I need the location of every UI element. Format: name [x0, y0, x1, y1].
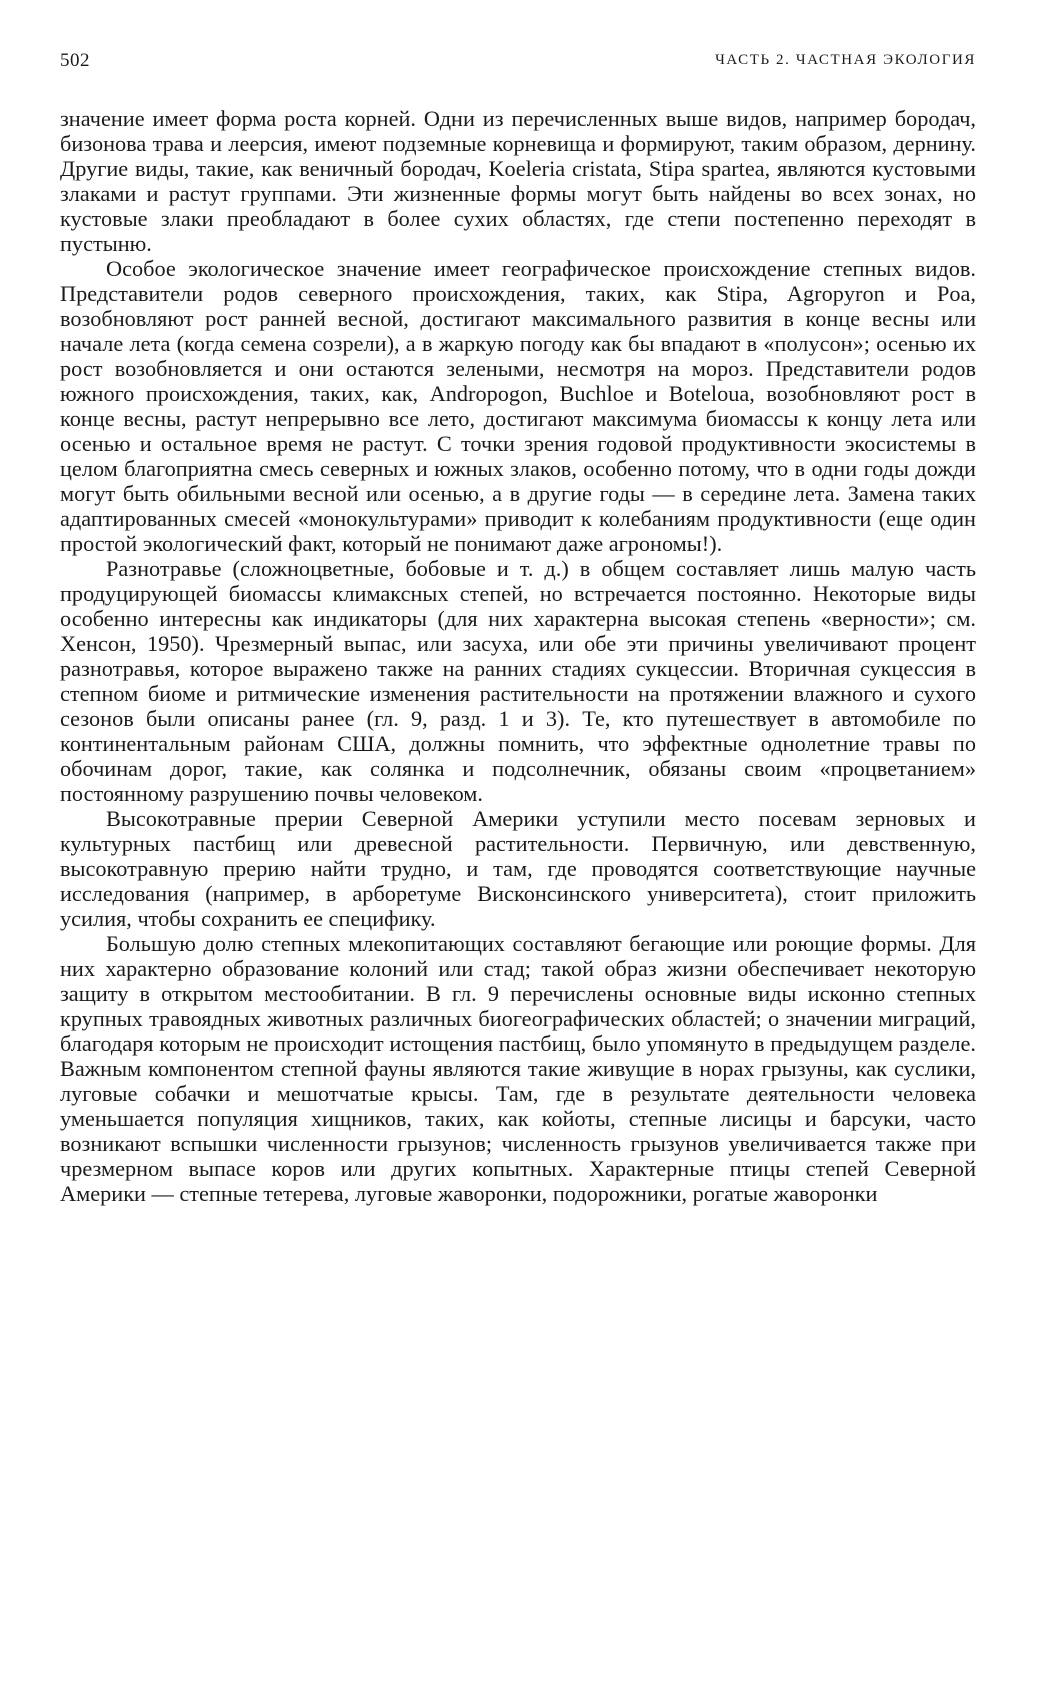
paragraph: значение имеет форма роста корней. Одни из перечисленных выше видов, например бородач, бизонова трава и леерсия, имеют подземные корневища и формируют, таким образом, дернину. Другие виды, такие, как веничный бородач, Koeleria cristata, Stipa spartea, являются кустовыми злаками и растут группами. Эти жизненные формы могут быть найдены во всех зонах, но кустовые злаки преобладают в более сухих областях, где степи постепенно переходят в пустыню. — [60, 106, 976, 256]
body-text — [60, 106, 976, 1206]
paragraph: Разнотравье (сложноцветные, бобовые и т. д.) в общем составляет лишь малую часть продуцирующей биомассы климаксных степей, но встречается постоянно. Некоторые виды особенно интересны как индикаторы (для них характерна высокая степень «верности»; см. Хенсон, 1950). Чрезмерный выпас, или засуха, или обе эти причины увеличивают процент разнотравья, которое выражено также на ранних стадиях сукцессии. Вторичная сукцессия в степном биоме и ритмические изменения растительности на протяжении влажного и сухого сезонов были описаны ранее (гл. 9, разд. 1 и 3). Те, кто путешествует в автомобиле по континентальным районам США, должны помнить, что эффектные однолетние травы по обочинам дорог, такие, как солянка и подсолнечник, обязаны своим «процветанием» постоянному разрушению почвы человеком. — [60, 556, 976, 806]
paragraph: Особое экологическое значение имеет географическое происхождение степных видов. Представители родов северного происхождения, таких, как Stipa, Agropyron и Poa, возобновляют рост ранней весной, достигают максимального развития в конце весны или начале лета (когда семена созрели), а в жаркую погоду как бы впадают в «полусон»; осенью их рост возобновляется и они остаются зелеными, несмотря на мороз. Представители родов южного происхождения, таких, как, Andropogon, Buchloe и Boteloua, возобновляют рост в конце весны, растут непрерывно все лето, достигают максимума биомассы к концу лета или осенью и остальное время не растут. С точки зрения годовой продуктивности экосистемы в целом благоприятна смесь северных и южных злаков, особенно потому, что в одни годы дожди могут быть обильными весной или осенью, а в другие годы — в середине лета. Замена таких адаптированных смесей «монокультурами» приводит к колебаниям продуктивности (еще один простой экологический факт, который не понимают даже агрономы!). — [60, 256, 976, 556]
paragraph: Большую долю степных млекопитающих составляют бегающие или роющие формы. Для них характерно образование колоний или стад; такой образ жизни обеспечивает некоторую защиту в открытом местообитании. В гл. 9 перечислены основные виды исконно степных крупных травоядных животных различных биогеографических областей; о значении миграций, благодаря которым не происходит истощения пастбищ, было упомянуто в предыдущем разделе. Важным компонентом степной фауны являются такие живущие в норах грызуны, как суслики, луговые собачки и мешотчатые крысы. Там, где в результате деятельности человека уменьшается популяция хищников, таких, как койоты, степные лисицы и барсуки, часто возникают вспышки численности грызунов; численность грызунов увеличивается также при чрезмерном выпасе коров или других копытных. Характерные птицы степей Северной Америки — степные тетерева, луговые жаворонки, подорожники, рогатые жаворонки — [60, 931, 976, 1206]
page-header — [60, 50, 976, 80]
paragraph: Высокотравные прерии Северной Америки уступили место посевам зерновых и культурных пастбищ или древесной растительности. Первичную, или девственную, высокотравную прерию найти трудно, и там, где проводятся соответствующие научные исследования (например, в арборетуме Висконсинского университета), стоит приложить усилия, чтобы сохранить ее специфику. — [60, 806, 976, 931]
running-head: ЧАСТЬ 2. ЧАСТНАЯ ЭКОЛОГИЯ — [715, 52, 976, 68]
page-number: 502 — [60, 50, 90, 71]
